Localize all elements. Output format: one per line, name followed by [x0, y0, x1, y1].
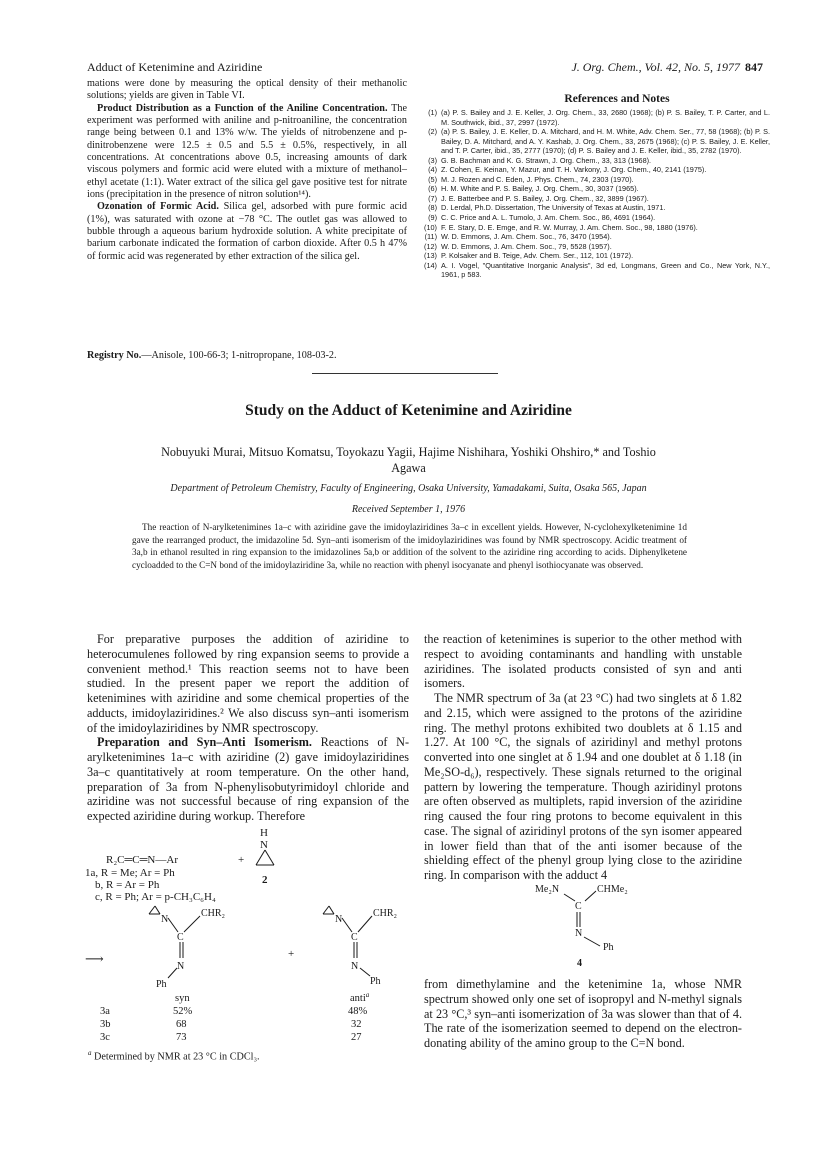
reference-text: A. I. Vogel, "Quantitative Inorganic Analysis", 3d ed, Longmans, Green and Co., New York, N.Y., 1961, p 583.: [441, 260, 770, 280]
aziridine-n: N: [260, 839, 268, 851]
dimethylamino: Me₂N: [535, 884, 560, 895]
reference-number: (11): [424, 232, 437, 242]
references-title: References and Notes: [564, 93, 670, 105]
syn-isomer-bonds: [149, 906, 200, 978]
syn-imine-n: N: [177, 961, 185, 972]
section-heading: Product Distribution as a Function of the Aniline Concentration.: [97, 102, 388, 114]
compound-label-4: 4: [577, 958, 582, 969]
reference-number: (3): [428, 155, 437, 165]
ketenimine-formula: R₂C═C═N—Ar: [106, 854, 178, 866]
anti-chr2: CHR₂: [373, 908, 398, 919]
table-cell: 73: [176, 1032, 187, 1043]
affiliation: Department of Petroleum Chemistry, Faculty of Engineering, Osaka University, Yamadakami, Suita, Osaka 565, Japan: [170, 483, 647, 494]
anti-carbon: C: [351, 932, 358, 943]
paragraph: For preparative purposes the addition of aziridine to heterocumulenes followed by ring expansion seems to provide a convenient method.¹ This reaction seems not to have been studied. In the present paper we report the addition of ketenimines with aziridine and some chemical properties of the adducts, imidoylaziridines.² We also discuss syn–anti isomerism of the imidoylaziridines by NMR spectroscopy.: [87, 632, 409, 735]
reference-item: [418, 184, 770, 194]
paragraph: The NMR spectrum of 3a (at 23 °C) had two singlets at δ 1.82 and 2.15, which were assigned to the protons of the aziridine ring. The methyl protons exhibited two doublets at δ 1.15 and 1.27. At 100 °C, the signals of aziridinyl and methyl protons converted into one singlet at δ 1.94 and one doublet at δ 1.18 (in Me₂SO-d₆), respectively. These signals returned to the original pattern by lowering the temperature. Though aziridinyl protons are often observed as multiplets, rapid inversion of the aziridine ring caused the four ring protons to become equivalent in this case. The signal of aziridinyl protons of the syn isomer appeared in lower field than that of the anti isomer because of the shielding effect of the phenyl group lying close to the aziridine ring. In comparison with the adduct 4: [424, 691, 742, 882]
table-cell: 3a: [100, 1006, 110, 1017]
reference-text: P. Kolsaker and B. Teige, Adv. Chem. Ser., 112, 101 (1972).: [441, 251, 634, 261]
article-title: Study on the Adduct of Ketenimine and Aziridine: [245, 402, 572, 419]
reference-number: (6): [428, 184, 437, 194]
reference-text: J. E. Batterbee and P. S. Bailey, J. Org. Chem., 32, 3899 (1967).: [441, 193, 649, 203]
received-date: Received September 1, 1976: [351, 504, 466, 515]
abstract: The reaction of N-arylketenimines 1a–c with aziridine gave the imidoylaziridines 3a–c in excellent yields. However, N-cyclohexylketenimine 1d gave the rearranged product, the imidazoline 5d. Syn–anti isomerism of the imidoylaziridines was found by NMR spectroscopy. Acidic treatment of 3a,b in ethanol resulted in ring expansion to the imidazolines 5a,b or addition of the solvent to the aziridine ring according to acids. Diphenylketene cycloadded to the C=N bond of the imidoylaziridine 3a, while no reaction with phenyl isocyanate and phenyl isothiocyanate was observed.: [132, 522, 687, 570]
table-cell: 68: [176, 1019, 187, 1030]
central-carbon: C: [575, 901, 582, 912]
reference-item: [418, 165, 770, 175]
reference-item: [418, 108, 770, 127]
reference-text: W. D. Emmons, J. Am. Chem. Soc., 76, 3470 (1954).: [441, 232, 612, 242]
reference-item: [418, 261, 770, 280]
reference-item: [418, 194, 770, 204]
paragraph: Preparation and Syn–Anti Isomerism. Reactions of N-arylketenimines 1a–c with aziridine (2) gave imidoylaziridines 3a–c quantitatively at room temperature. On the other hand, preparation of 3a from N-phenylisobutyrimidoyl chloride and aziridine was not successful because of ring expansion of the expected aziridine during workup. Therefore: [87, 735, 410, 823]
definition-1b: b, R = Ar = Ph: [95, 879, 160, 891]
reference-number: (12): [424, 241, 437, 251]
reference-item: [418, 127, 770, 156]
definition-1a: 1a, R = Me; Ar = Ph: [85, 867, 175, 879]
aziridine-h: H: [260, 827, 268, 839]
phenyl: Ph: [603, 942, 614, 953]
reference-number: (1): [428, 108, 437, 117]
table-cell: 48%: [348, 1006, 368, 1017]
reference-text: M. J. Rozen and C. Eden, J. Phys. Chem., 74, 2303 (1970).: [441, 174, 634, 184]
reference-text: Z. Cohen, E. Keinan, Y. Mazur, and T. H. Varkony, J. Org. Chem., 40, 2141 (1975).: [441, 165, 707, 175]
reference-item: [418, 156, 770, 166]
reference-number: (4): [428, 165, 437, 175]
reference-item: [418, 213, 770, 223]
reference-number: (2): [428, 127, 437, 137]
reference-number: (13): [424, 251, 437, 261]
paragraph: the reaction of ketenimines is superior to the other method with respect to avoiding contaminants and handling with unstable aziridines. The isolated products consisted of syn and anti isomers.: [424, 632, 742, 691]
isomer-ratio-table: [100, 991, 370, 1043]
table-cell: 27: [351, 1032, 362, 1043]
reference-text: D. Lerdal, Ph.D. Dissertation, The University of Texas at Austin, 1971.: [441, 203, 666, 213]
paragraph: from dimethylamine and the ketenimine 1a, whose NMR spectrum showed only one set of isopropyl and N-methyl signals at 23 °C,³ syn–anti isomerization of 3a was slower than that of 4. The rate of the isomerization seemed to depend on the electron-donating ability of the amino group to the C=N bond.: [424, 977, 742, 1050]
references-list: [418, 108, 770, 280]
journal-name: J. Org. Chem.,: [571, 60, 642, 74]
previous-article-text: [87, 78, 407, 263]
reference-item: [418, 242, 770, 252]
reference-item: [418, 203, 770, 213]
volume-info: Vol. 42, No. 5, 1977: [644, 60, 740, 74]
table-cell: 32: [351, 1019, 362, 1030]
reference-text: F. E. Stary, D. E. Emge, and R. W. Murray, J. Am. Chem. Soc., 98, 1880 (1976).: [441, 222, 698, 232]
reference-item: [418, 175, 770, 185]
table-cell: 52%: [173, 1006, 193, 1017]
anti-isomer-bonds: [323, 906, 372, 976]
table-cell: 3c: [100, 1032, 110, 1043]
paragraph: Ozonation of Formic Acid. Silica gel, adsorbed with pure formic acid (1%), was saturated with ozone at −78 °C. The outlet gas was allowed to bubble through a aqueous barium hydroxide solution. A white precipitate of barium carbonate indicated the formation of carbon dioxide. After 0.5 h 47% of formic acid was regenerated by ether extraction of the silica gel.: [87, 201, 407, 262]
syn-phenyl: Ph: [156, 979, 167, 990]
scheme-footnote: $^a$ Determined by NMR at 23 °C in CDCl₃.: [88, 1049, 260, 1063]
reference-number: (8): [428, 203, 437, 213]
reference-item: [418, 223, 770, 233]
body-left-column: [87, 632, 409, 824]
article-divider: [312, 373, 498, 374]
plus-sign-products: +: [288, 948, 295, 960]
reference-text: C. C. Price and A. L. Tumolo, J. Am. Chem. Soc., 86, 4691 (1964).: [441, 213, 656, 223]
page-number: 847: [745, 60, 763, 74]
authors: Nobuyuki Murai, Mitsuo Komatsu, Toyokazu Yagii, Hajime Nishihara, Yoshiki Ohshiro,* and Toshio Agawa: [161, 445, 656, 475]
reference-item: [418, 232, 770, 242]
reference-number: (7): [428, 193, 437, 203]
compound-label-2: 2: [262, 874, 268, 886]
reference-number: (14): [424, 260, 437, 270]
anti-imine-n: N: [351, 961, 359, 972]
section-heading: Ozonation of Formic Acid.: [97, 201, 219, 213]
syn-header: syn: [175, 993, 190, 1004]
reaction-scheme: [80, 826, 415, 1048]
reference-text: (a) P. S. Bailey and J. E. Keller, J. Org. Chem., 33, 2680 (1968); (b) P. S. Bailey, T. P. Carter, and L. M. Southwick, ibid., 37, 2997 (1972).: [441, 108, 770, 127]
syn-aziridine-n: N: [161, 914, 169, 925]
aziridine-ring: [256, 850, 274, 865]
reference-text: H. M. White and P. S. Bailey, J. Org. Chem., 30, 3037 (1965).: [441, 184, 639, 194]
reference-number: (9): [428, 213, 437, 223]
definition-1c: c, R = Ph; Ar = p-CH₃C₆H₄: [95, 891, 216, 903]
paragraph: Product Distribution as a Function of the Aniline Concentration. The experiment was performed with aniline and p-nitroaniline, the concentration range being between 0.1 and 13% w/w. The yields of nitrobenzene and p-dinitrobenzene were 12.5 ± 0.5 and 5.5 ± 0.5%, respectively, in all concentrations. At concentrations above 0.5, increasing amounts of dark viscous polymers and formic acid were eluted with a mixture of methanol–ethyl acetate (1:1). Water extract of the silica gel gave positive test for nitrate ions (precipitation in the presence of nitron solution¹⁴).: [87, 102, 407, 201]
body-right-column-top: [424, 632, 742, 883]
section-heading: Preparation and Syn–Anti Isomerism.: [97, 735, 312, 750]
reference-text: W. D. Emmons, J. Am. Chem. Soc., 79, 5528 (1957).: [441, 241, 612, 251]
plus-sign: +: [238, 854, 245, 866]
table-cell: 3b: [100, 1019, 111, 1030]
reference-text: (a) P. S. Bailey, J. E. Keller, D. A. Mitchard, and H. M. White, Adv. Chem. Ser., 77, 58 (1968); (b) P. S. Bailey, D. A. Mitchard, and A. Y. Kashab, J. Org. Chem., 33, 2675 (1968); (c) P. S. Bailey, J. E. Keller, and T. P. Carter, ibid., 35, 2777 (1970); (d) P. S. Bailey and J. E. Keller, ibid., 35, 2782 (1970).: [441, 127, 770, 156]
reference-item: [418, 251, 770, 261]
paragraph: mations were done by measuring the optical density of their methanolic solutions; yields are given in Table VI.: [87, 78, 407, 102]
body-right-column-bottom: [424, 977, 742, 1051]
syn-chr2: CHR₂: [201, 908, 226, 919]
reaction-arrow: ⟶: [85, 951, 104, 966]
reference-text: G. B. Bachman and K. G. Strawn, J. Org. Chem., 33, 313 (1968).: [441, 155, 652, 165]
running-header-left: Adduct of Ketenimine and Aziridine: [87, 60, 263, 74]
anti-header: anti$^a$: [350, 991, 370, 1004]
imine-nitrogen: N: [575, 928, 583, 939]
anti-phenyl: Ph: [370, 976, 381, 987]
running-header-journal: [488, 60, 740, 74]
syn-carbon: C: [177, 932, 184, 943]
compound-4-structure: [520, 880, 670, 972]
reference-number: (10): [424, 222, 437, 232]
reference-number: (5): [428, 174, 437, 184]
registry-numbers: Registry No.—Anisole, 100-66-3; 1-nitropropane, 108-03-2.: [87, 350, 337, 361]
anti-aziridine-n: N: [335, 914, 343, 925]
isopropyl-group: CHMe₂: [597, 884, 628, 895]
